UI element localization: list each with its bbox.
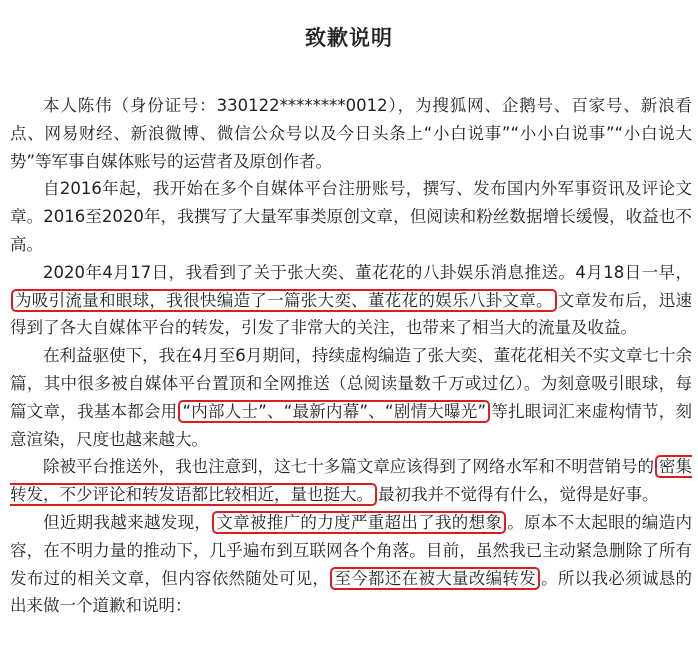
highlighted-phrase: 密集转发，不少评论和转发语都比较相近，量也挺大。 (10, 457, 693, 505)
document-body (10, 92, 692, 620)
paragraph-3 (10, 259, 692, 342)
paragraph-4 (10, 342, 692, 453)
paragraph-5 (10, 453, 692, 509)
paragraph-text: 文章发布后，迅速得到了各大自媒体平台的转发，引发了非常大的关注，也带来了相当大的流量及收益。 (10, 290, 693, 338)
paragraph-6 (10, 509, 692, 620)
paragraph-text: 在利益驱使下，我在4月至6月期间，持续虚构编造了张大奕、董花花相关不实文章七十余篇，其中很多被自媒体平台置顶和全网推送（总阅读量数千万或过亿）。为刻意吸引眼球，每篇文章，我基本都会用 (10, 346, 692, 421)
paragraph-text: 。原本不太起眼的编造内容，在不明力量的推动下，几乎遍布到互联网各个角落。目前，虽然我已主动紧急删除了所有发布过的相关文章，但内容依然随处可见， (10, 512, 693, 588)
highlighted-phrase: 为吸引流量和眼球，我很快编造了一篇张大奕、董花花的娱乐八卦文章。 (11, 289, 557, 312)
highlighted-phrase: 至今都还在被大量改编转发 (330, 567, 540, 590)
paragraph-text: 2020年4月17日，我看到了关于张大奕、董花花的八卦娱乐消息推送。4月18日一早， (43, 262, 692, 282)
highlighted-phrase: 文章被推广的力度严重超出了我的想象 (212, 511, 506, 534)
paragraph-text: 最初我并不觉得有什么，觉得是好事。 (378, 485, 659, 505)
paragraph-text: 。所以我必须诚恳的出来做一个道歉和说明： (10, 568, 693, 616)
paragraph-text: 自2016年起，我开始在多个自媒体平台注册账号，撰写、发布国内外军事资讯及评论文章。2016至2020年，我撰写了大量军事类原创文章，但阅读和粉丝数据增长缓慢，收益也不高。 (10, 179, 692, 254)
paragraph-text: 等扎眼词汇来虚构情节，刻意渲染，尺度也越来越大。 (10, 401, 693, 449)
paragraph-text: 除被平台推送外，我也注意到，这七十多篇文章应该得到了网络水军和不明营销号的 (43, 457, 654, 477)
paragraph-text: 本人陈伟（身份证号：330122********0012），为搜狐网、企鹅号、百家号、新浪看点、网易财经、新浪微博、微信公众号以及今日头条上“小白说事”“小小白说事”“小白说大势”等军事自媒体账号的运营者及原创作者。 (10, 96, 692, 171)
paragraph-1 (10, 92, 692, 175)
highlighted-phrase: “内部人士”、“最新内幕”、“剧情大曝光” (178, 400, 490, 423)
paragraph-2 (10, 175, 692, 258)
document-title: 致歉说明 (305, 26, 393, 50)
paragraph-text: 但近期我越来越发现， (43, 512, 212, 532)
